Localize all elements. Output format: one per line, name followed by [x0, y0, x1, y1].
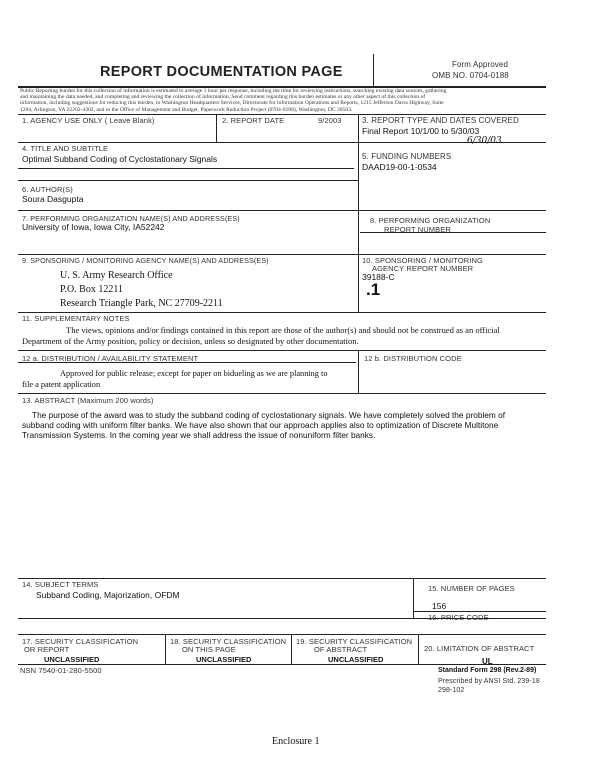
burden-line-1: Public Reporting burden for this collection of information is estimated to average 1 hour per response, including the time for reviewing instructions, searching existing data sources, gathering — [20, 88, 447, 94]
row10-bottom — [18, 664, 546, 665]
author-value: Soura Dasgupta — [22, 194, 84, 204]
distribution-line-1: Approved for public release; except for paper on bidueling as we are planning to — [60, 369, 328, 378]
row1-top — [18, 114, 546, 115]
burden-line-3: information, including suggestions for reducing this burden, to Washington Headquarters Services, Directorate for information Operations and Reports, 1215 Jefferson Davis Highway, Suite — [20, 100, 444, 107]
pages-label: 15. NUMBER OF PAGES — [428, 584, 515, 593]
sec-class-report-label-1: 17. SECURITY CLASSIFICATION — [22, 637, 139, 646]
sec-class-report-label-2: OR REPORT — [24, 645, 70, 654]
nsn: NSN 7540-01-280-5500 — [20, 666, 102, 675]
subject-terms-value: Subband Coding, Majorization, OFDM — [36, 590, 180, 600]
perf-report-label-1: 8. PERFORMING ORGANIZATION — [370, 216, 491, 225]
abstract-line-3: Transmission Systems. In the coming year we shall address the issue of nonuniform filter banks. — [22, 430, 376, 440]
std-form: Standard Form 298 (Rev.2-89) — [438, 667, 537, 674]
funding-label: 5. FUNDING NUMBERS — [362, 152, 452, 161]
row2-mid — [18, 168, 354, 169]
enclosure-note: Enclosure 1 — [272, 736, 320, 747]
sponsor-line-1: U. S. Army Research Office — [60, 270, 173, 281]
report-type-value: Final Report 10/1/00 to 5/30/03 — [362, 126, 480, 136]
sponsor-report-label-2: AGENCY REPORT NUMBER — [372, 264, 474, 273]
burden-line-4: 1204, Arlington, VA 22202-4302, and to the Office of Management and Budget, Paperwork Reduction Project (0704-0188), Washington, DC 20503. — [20, 106, 353, 113]
pages-value: 156 — [432, 601, 447, 611]
row3-top — [18, 180, 358, 181]
form-approved: Form Approved — [452, 60, 508, 69]
row7-top — [18, 350, 546, 351]
row8-top — [18, 393, 546, 394]
abstract-line-1: The purpose of the award was to study the subband coding of cyclostationary signals. We have completely solved the problem of — [32, 410, 506, 420]
distribution-label: 12 a. DISTRIBUTION / AVAILABILITY STATEMENT — [22, 354, 199, 363]
sponsor-report-label-1: 10. SPONSORING / MONITORING — [362, 256, 483, 265]
perf-report-label-2: REPORT NUMBER — [384, 225, 451, 234]
sec-class-abstract-label-1: 19. SECURITY CLASSIFICATION — [296, 637, 413, 646]
author-label: 6. AUTHOR(S) — [22, 185, 73, 194]
row1-div-a — [216, 114, 217, 142]
distribution-code-label: 12 b. DISTRIBUTION CODE — [364, 354, 462, 363]
abstract-label: 13. ABSTRACT (Maximum 200 words) — [22, 396, 154, 405]
burden-line-2: and maintaining the data needed, and completing and reviewing the collection of information. Send comment regarding this burden estimates or any other aspect of this collection of — [20, 94, 426, 101]
report-date-value: 9/2003 — [318, 116, 342, 125]
row6-top — [18, 312, 546, 313]
page-title: REPORT DOCUMENTATION PAGE — [100, 64, 343, 80]
title-value: Optimal Subband Coding of Cyclostationary Signals — [22, 154, 218, 164]
sec-class-page-label-1: 18. SECURITY CLASSIFICATION — [170, 637, 287, 646]
performing-org-value: University of Iowa, Iowa City, IA52242 — [22, 222, 165, 232]
sec-class-page-value: UNCLASSIFIED — [196, 655, 252, 664]
row2-top — [18, 142, 546, 143]
sponsoring-label: 9. SPONSORING / MONITORING AGENCY NAME(S) AND ADDRESS(ES) — [22, 256, 269, 265]
col-divider-4 — [413, 578, 414, 618]
sponsor-report-annotation: .1 — [366, 280, 381, 299]
sec-class-report-value: UNCLASSIFIED — [44, 655, 100, 664]
col-divider — [358, 142, 359, 254]
sec-class-abstract-value: UNCLASSIFIED — [328, 655, 384, 664]
row10-top-2 — [18, 634, 546, 635]
title-label: 4. TITLE AND SUBTITLE — [22, 144, 109, 153]
subject-terms-label: 14. SUBJECT TERMS — [22, 580, 99, 589]
report-date-label: 2. REPORT DATE — [222, 116, 285, 125]
performing-org-label: 7. PERFORMING ORGANIZATION NAME(S) AND ADDRESS(ES) — [22, 214, 240, 223]
sponsor-line-2: P.O. Box 12211 — [60, 284, 123, 295]
row7-sub — [18, 362, 356, 363]
sponsor-line-3: Research Triangle Park, NC 27709-2211 — [60, 298, 223, 309]
agency-use-label: 1. AGENCY USE ONLY ( Leave Blank) — [22, 116, 155, 125]
limitation-value: UL — [482, 657, 493, 666]
form-code: 298-102 — [438, 687, 465, 694]
header-divider — [373, 54, 374, 86]
col-div-19 — [418, 634, 419, 664]
col-divider-2 — [358, 254, 359, 312]
burden-notice — [20, 88, 548, 113]
distribution-line-2: file a patent application — [22, 380, 101, 389]
prescribed-by: Prescribed by ANSI Std. 239-18 — [438, 678, 540, 685]
sec-class-page-label-2: ON THIS PAGE — [182, 645, 236, 654]
supplementary-line-1: The views, opinions and/or findings contained in this report are those of the author(s) and should not be construed as an official — [66, 325, 500, 335]
limitation-label: 20. LIMITATION OF ABSTRACT — [424, 644, 535, 653]
col-divider-3 — [358, 350, 359, 393]
abstract-line-2: subband coding with uniform filter banks. We have also shown that our approach applies also to optimization of Discrete Multitone — [22, 420, 499, 430]
row9-sub — [413, 611, 546, 612]
row1-div-b — [358, 114, 359, 142]
funding-value: DAAD19-00-1-0534 — [362, 162, 437, 172]
omb-number: OMB NO. 0704-0188 — [432, 71, 509, 80]
supplementary-label: 11. SUPPLEMENTARY NOTES — [22, 314, 130, 323]
report-type-label: 3. REPORT TYPE AND DATES COVERED — [362, 116, 519, 125]
price-code-label: 16. PRICE CODE — [428, 613, 489, 622]
col-div-18 — [291, 634, 292, 664]
col-div-17 — [165, 634, 166, 664]
sponsor-report-value: 39188-C — [362, 272, 395, 282]
row5-top — [18, 254, 546, 255]
row10-top — [18, 618, 546, 619]
row9-top — [18, 578, 546, 579]
report-type-annotation: 6/30/03 — [467, 136, 502, 146]
row4-sub — [360, 232, 546, 233]
supplementary-line-2: Department of the Army position, policy or decision, unless so designated by other documentation. — [22, 336, 359, 346]
abstract-text — [22, 410, 548, 440]
row4-top — [18, 210, 546, 211]
sec-class-abstract-label-2: OF ABSTRACT — [314, 645, 368, 654]
